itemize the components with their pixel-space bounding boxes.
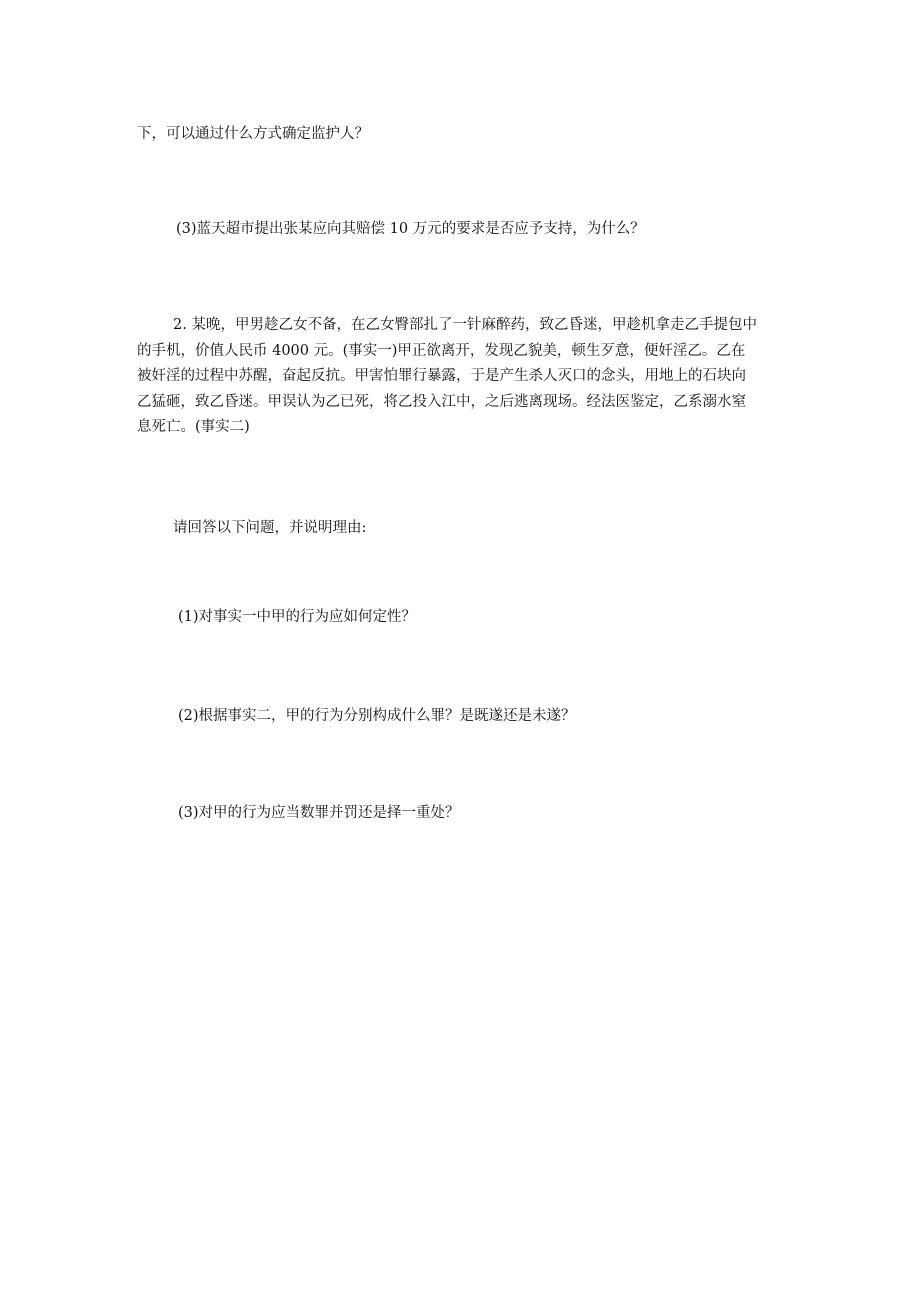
question-2-3: (3)对甲的行为应当数罪并罚还是择一重处？ [178, 805, 460, 821]
case-2-line-4: 乙猛砸，致乙昏迷。甲误认为乙已死，将乙投入江中，之后逃离现场。经法医鉴定，乙系溺水窒 [137, 393, 746, 410]
case-2-line-2: 的手机，价值人民币 4000 元。(事实一)甲正欲离开，发现乙貌美，顿生歹意，便奸淫乙。乙在 [137, 342, 746, 359]
case-2-line-3: 被奸淫的过程中苏醒，奋起反抗。甲害怕罪行暴露，于是产生杀人灭口的念头，用地上的石块向 [137, 368, 746, 384]
case-2-paragraph [137, 313, 787, 441]
question-1-3: (3)蓝天超市提出张某应向其赔偿 10 万元的要求是否应予支持，为什么？ [176, 221, 645, 237]
case-2-line-5: 息死亡。(事实二) [137, 419, 250, 435]
question-2-1: (1)对事实一中甲的行为应如何定性？ [178, 609, 417, 625]
instruction-line: 请回答以下问题，并说明理由: [173, 520, 367, 536]
continuation-line: 下，可以通过什么方式确定监护人？ [137, 126, 369, 142]
question-2-2: (2)根据事实二，甲的行为分别构成什么罪？是既遂还是未遂？ [178, 708, 576, 724]
case-2-line-1: 2. 某晚，甲男趁乙女不备，在乙女臀部扎了一针麻醉药，致乙昏迷，甲趁机拿走乙手提包中 [173, 317, 757, 333]
